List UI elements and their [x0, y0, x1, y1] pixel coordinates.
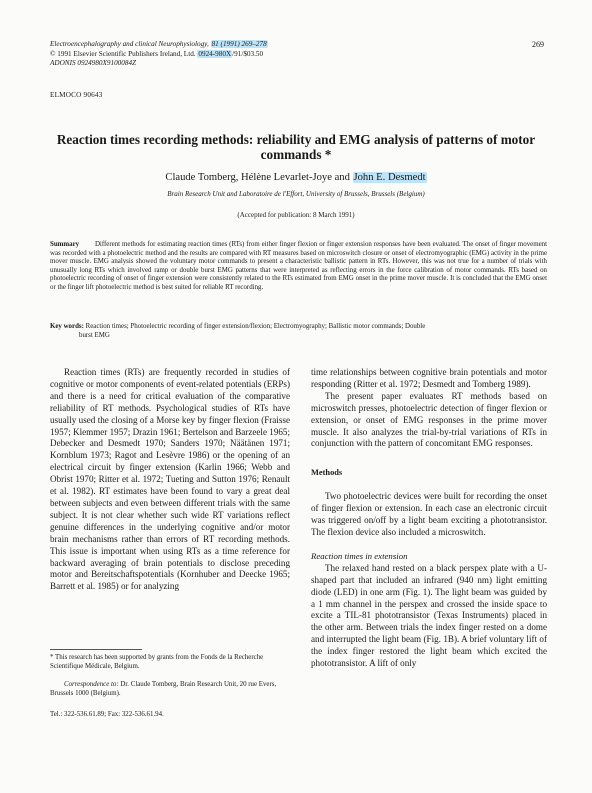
adonis-line: ADONIS 0924980X9100084Z	[50, 59, 137, 68]
intro-paragraph: Reaction times (RTs) are frequently recorded in studies of cognitive or motor components of event-related potentials (ERPs) and there is a need for critical evaluation of the comparative reliability of RT methods. Psychological studies of RTs have usually used the closing of a Morse key by finger flexion (Fraisse 1957; Klemmer 1957; Drazin 1961; Bertelson and Barzeele 1965; Debecker and Desmedt 1970; Sanders 1970; Näätänen 1971; Kornblum 1973; Ragot and Lesèvre 1986) or the opening of an electrical circuit by finger extension (Karlin 1966; Webb and Obrist 1970; Ritter et al. 1972; Tueting and Sutton 1976; Renault et al. 1982). RT estimates have been found to vary a great deal between subjects and even between different trials with the same subject. It is not clear whether such wide RT variations reflect genuine differences in the underlying cognitive and/or motor brain mechanisms rather than errors of RT recording methods. This issue is important when using RTs as a time reference for backward averaging of brain potentials to disclose preceding motor and Bereitschaftspotentials (Kornhuber and Deecke 1965; Barrett et al. 1985) or for analyzing	[50, 367, 290, 592]
abstract-text: Different methods for estimating reaction times (RTs) from either finger flexion or finger extension responses have been evaluated. The onset of finger movement was recorded with a photoelectric method and the results are compared with RT measures based on microswitch closure or onset of electromyographic (EMG) activity in the prime mover muscle. EMG analysis showed the voluntary motor commands to present a characteristic ballistic pattern in RTs. However, this was not true for a number of trials with unusually long RTs which involved ramp or double burst EMG patterns that were interpreted as reflecting errors in the force calibration of motor commands. RTs based on photoelectric recording of onset of finger extension were consistently related to the RTs estimated from EMG onset in the prime mover muscle. It is concluded that the EMG onset or the finger lift photoelectric method is best suited for reliable RT recording.	[50, 241, 548, 291]
body-column-left	[50, 367, 290, 593]
abstract	[50, 241, 547, 293]
page-number: 269	[532, 40, 544, 49]
footnote-rule	[50, 649, 142, 650]
paper-title: Reaction times recording methods: reliability and EMG analysis of patterns of motor commands *	[56, 132, 536, 162]
author-list: Claude Tomberg, Hélène Levarlet-Joye and John E. Desmedt	[165, 172, 426, 183]
copyright-line: © 1991 Elsevier Scientific Publishers Ireland, Ltd. 0924-980X/91/$03.50	[50, 49, 264, 58]
methods-heading: Methods	[311, 468, 343, 478]
contact-footnote: Tel.: 322-536.61.89; Fax: 322-536.61.94.	[50, 711, 164, 718]
keywords-label: Key words:	[50, 323, 84, 330]
subsection-heading: Reaction times in extension	[311, 550, 408, 561]
abstract-label: Summary	[50, 241, 80, 248]
author-highlight: John E. Desmedt	[353, 172, 426, 183]
issn-highlight: 0924-980X	[198, 49, 232, 58]
affiliation: Brain Research Unit and Laboratoire de l'Effort, University of Brussels, Brussels (Belgium)	[167, 190, 425, 198]
keywords: Key words: Reaction times; Photoelectric recording of finger extension/flexion; Electromyography; Ballistic motor commands; Double burst EMG	[50, 323, 426, 339]
journal-citation: Electroencephalography and clinical Neurophysiology, 81 (1991) 269–278	[50, 40, 267, 48]
scope-paragraph: The present paper evaluates RT methods based on microswitch presses, photoelectric detection of finger flexion or extension, or onset of EMG responses in the prime mover muscle. It also analyzes the trial-by-trial variations of RTs in conjunction with the pattern of concomitant EMG responses.	[311, 390, 547, 449]
volume-highlight: 81 (1991) 269–278	[211, 40, 267, 48]
continued-paragraph: time relationships between cognitive brain potentials and motor responding (Ritter et al. 1972; Desmedt and Tomberg 1989).	[311, 367, 547, 389]
funding-footnote: * This research has been supported by grants from the Fonds de la Recherche Scientifique Médicale, Belgium.	[50, 654, 264, 670]
extension-paragraph: The relaxed hand rested on a black perspex plate with a U-shaped part that included an infrared (940 nm) light emitting diode (LED) in one arm (Fig. 1). The light beam was guided by a 1 mm channel in the perspex and crossed the inside space to excite a TIL-81 phototransistor (Texas Instruments) placed in the other arm. Between trials the index finger rested on a dome and interrupted the light beam (Fig. 1B). A brief voluntary lift of the index finger restored the light beam which excited the phototransistor. A lift of only	[311, 562, 547, 669]
running-header	[50, 40, 268, 69]
article-code: ELMOCO 90643	[50, 91, 103, 99]
body-column-right	[311, 367, 547, 670]
accepted-date: (Accepted for publication: 8 March 1991)	[237, 211, 355, 219]
correspondence-footnote: Correspondence to: Dr. Claude Tomberg, Brain Research Unit, 20 rue Evers, Brussels 1000 (Belgium).	[50, 681, 277, 697]
methods-paragraph: Two photoelectric devices were built for recording the onset of finger flexion or extension. In each case an electronic circuit was triggered on/off by a light beam exciting a phototransistor. The flexion device also included a microswitch.	[311, 491, 547, 537]
